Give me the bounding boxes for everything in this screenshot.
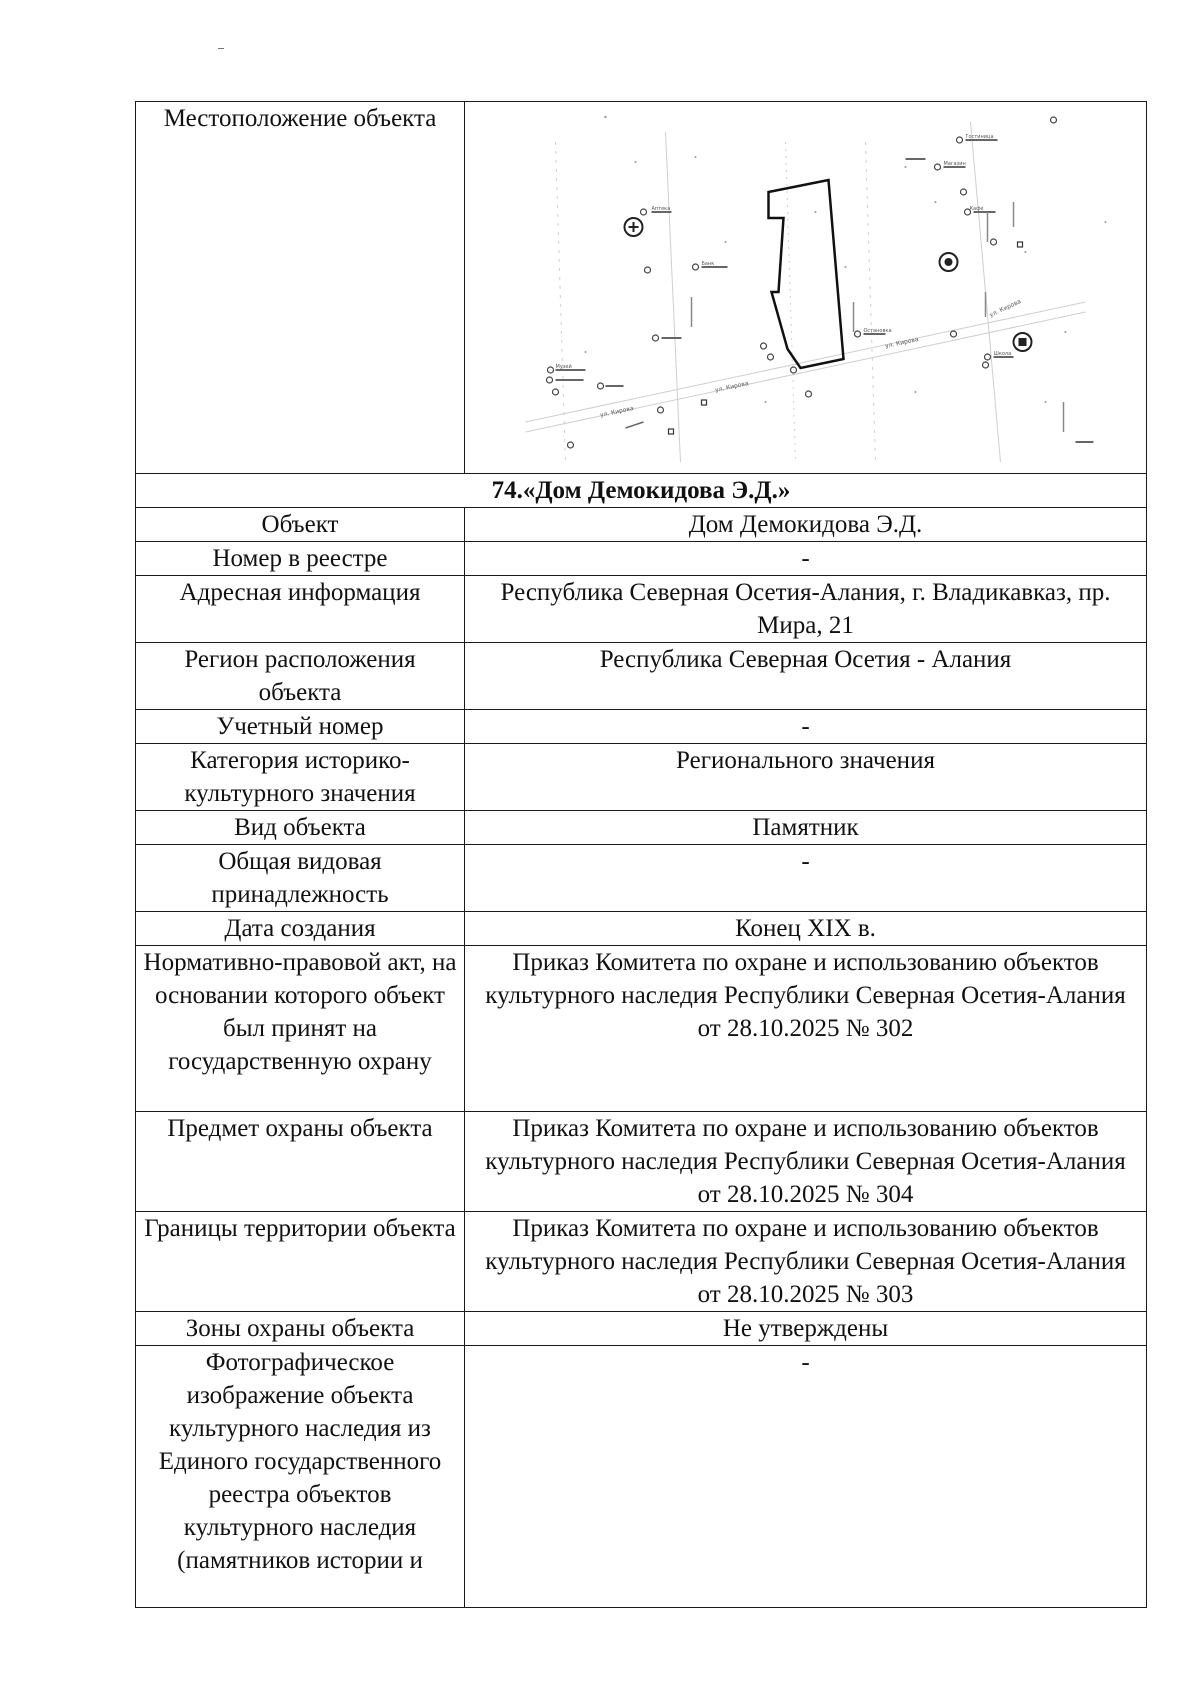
table-row — [136, 811, 1147, 845]
row-value: - — [465, 1346, 1147, 1608]
map-vertical-labels — [692, 202, 1064, 432]
row-label: Предмет охраны объекта — [136, 1112, 465, 1212]
map-landmark-icon — [1014, 333, 1032, 351]
map-street-label-2: ул. Кирова — [884, 336, 920, 350]
map-poi-label: Кафе — [969, 206, 984, 212]
map-micro-labels — [556, 140, 1094, 442]
row-value: Приказ Комитета по охране и использованию объектов культурного наследия Республики Северная Осетия-Алания от 28.10.2025 № 304 — [465, 1112, 1147, 1212]
map-square-markers — [669, 242, 1023, 434]
row-value: Республика Северная Осетия - Алания — [465, 643, 1147, 710]
row-label: Границы территории объекта — [136, 1212, 465, 1312]
row-label: Номер в реестре — [136, 542, 465, 576]
row-value: Республика Северная Осетия-Алания, г. Владикавказ, пр. Мира, 21 — [465, 576, 1147, 643]
table-row — [136, 1112, 1147, 1212]
table-row — [136, 912, 1147, 946]
row-label: Зоны охраны объекта — [136, 1312, 465, 1346]
row-value: Регионального значения — [465, 744, 1147, 811]
map-poi-label: Магазин — [943, 161, 966, 167]
map-landmark-icon — [625, 218, 643, 236]
map-poi-label: Школа — [993, 351, 1012, 357]
row-label: Фотографическое изображение объекта культурного наследия из Единого государственного реестра объектов культурного наследия (памятников истории и — [136, 1346, 465, 1608]
row-value: Приказ Комитета по охране и использованию объектов культурного наследия Республики Северная Осетия-Алания от 28.10.2025 № 303 — [465, 1212, 1147, 1312]
row-label: Нормативно-правовой акт, на основании которого объект был принят на государственную охрану — [136, 946, 465, 1112]
table-row — [136, 1312, 1147, 1346]
row-label: Адресная информация — [136, 576, 465, 643]
map-street-label-3: ул. Кирова — [988, 298, 1023, 319]
object-boundary — [769, 180, 844, 368]
table-row — [136, 946, 1147, 1112]
location-map-cell — [465, 102, 1147, 474]
table-row — [136, 744, 1147, 811]
row-value: Приказ Комитета по охране и использованию объектов культурного наследия Республики Северная Осетия-Алания от 28.10.2025 № 302 — [465, 946, 1147, 1112]
row-label: Регион расположения объекта — [136, 643, 465, 710]
table-row — [136, 845, 1147, 912]
row-value: - — [465, 845, 1147, 912]
row-label: Дата создания — [136, 912, 465, 946]
map-street-label: ул. Кирова — [714, 380, 750, 394]
location-label: Местоположение объекта — [136, 102, 465, 474]
map-landmark-icon — [940, 253, 958, 271]
map-dots — [585, 116, 1107, 403]
location-row — [136, 102, 1147, 474]
map-street-label-4: ул. Кирова — [599, 405, 635, 419]
table-row — [136, 1212, 1147, 1312]
map-poi-label: Музей — [555, 364, 572, 370]
card-title: 74.«Дом Демокидова Э.Д.» — [136, 474, 1147, 508]
row-value: Не утверждены — [465, 1312, 1147, 1346]
row-value: Памятник — [465, 811, 1147, 845]
table-row — [136, 710, 1147, 744]
row-label: Категория историко-культурного значения — [136, 744, 465, 811]
row-value: - — [465, 542, 1147, 576]
map-poi-label: Аптека — [651, 206, 671, 212]
scan-mark — [218, 48, 224, 49]
row-label: Общая видовая принадлежность — [136, 845, 465, 912]
table-row — [136, 643, 1147, 710]
location-map — [465, 102, 1146, 472]
row-value: Конец XIX в. — [465, 912, 1147, 946]
map-poi-label: Остановка — [863, 328, 892, 334]
table-row — [136, 542, 1147, 576]
map-poi-label: Гостиница — [965, 134, 994, 140]
table-row — [136, 576, 1147, 643]
table-row — [136, 508, 1147, 542]
table-row — [136, 1346, 1147, 1608]
card-title-row — [136, 474, 1147, 508]
map-poi-markers — [547, 117, 1057, 448]
row-label: Вид объекта — [136, 811, 465, 845]
map-poi-label: Банк — [701, 261, 715, 267]
row-label: Учетный номер — [136, 710, 465, 744]
row-label: Объект — [136, 508, 465, 542]
row-value: Дом Демокидова Э.Д. — [465, 508, 1147, 542]
row-value: - — [465, 710, 1147, 744]
heritage-object-card — [135, 101, 1147, 1608]
